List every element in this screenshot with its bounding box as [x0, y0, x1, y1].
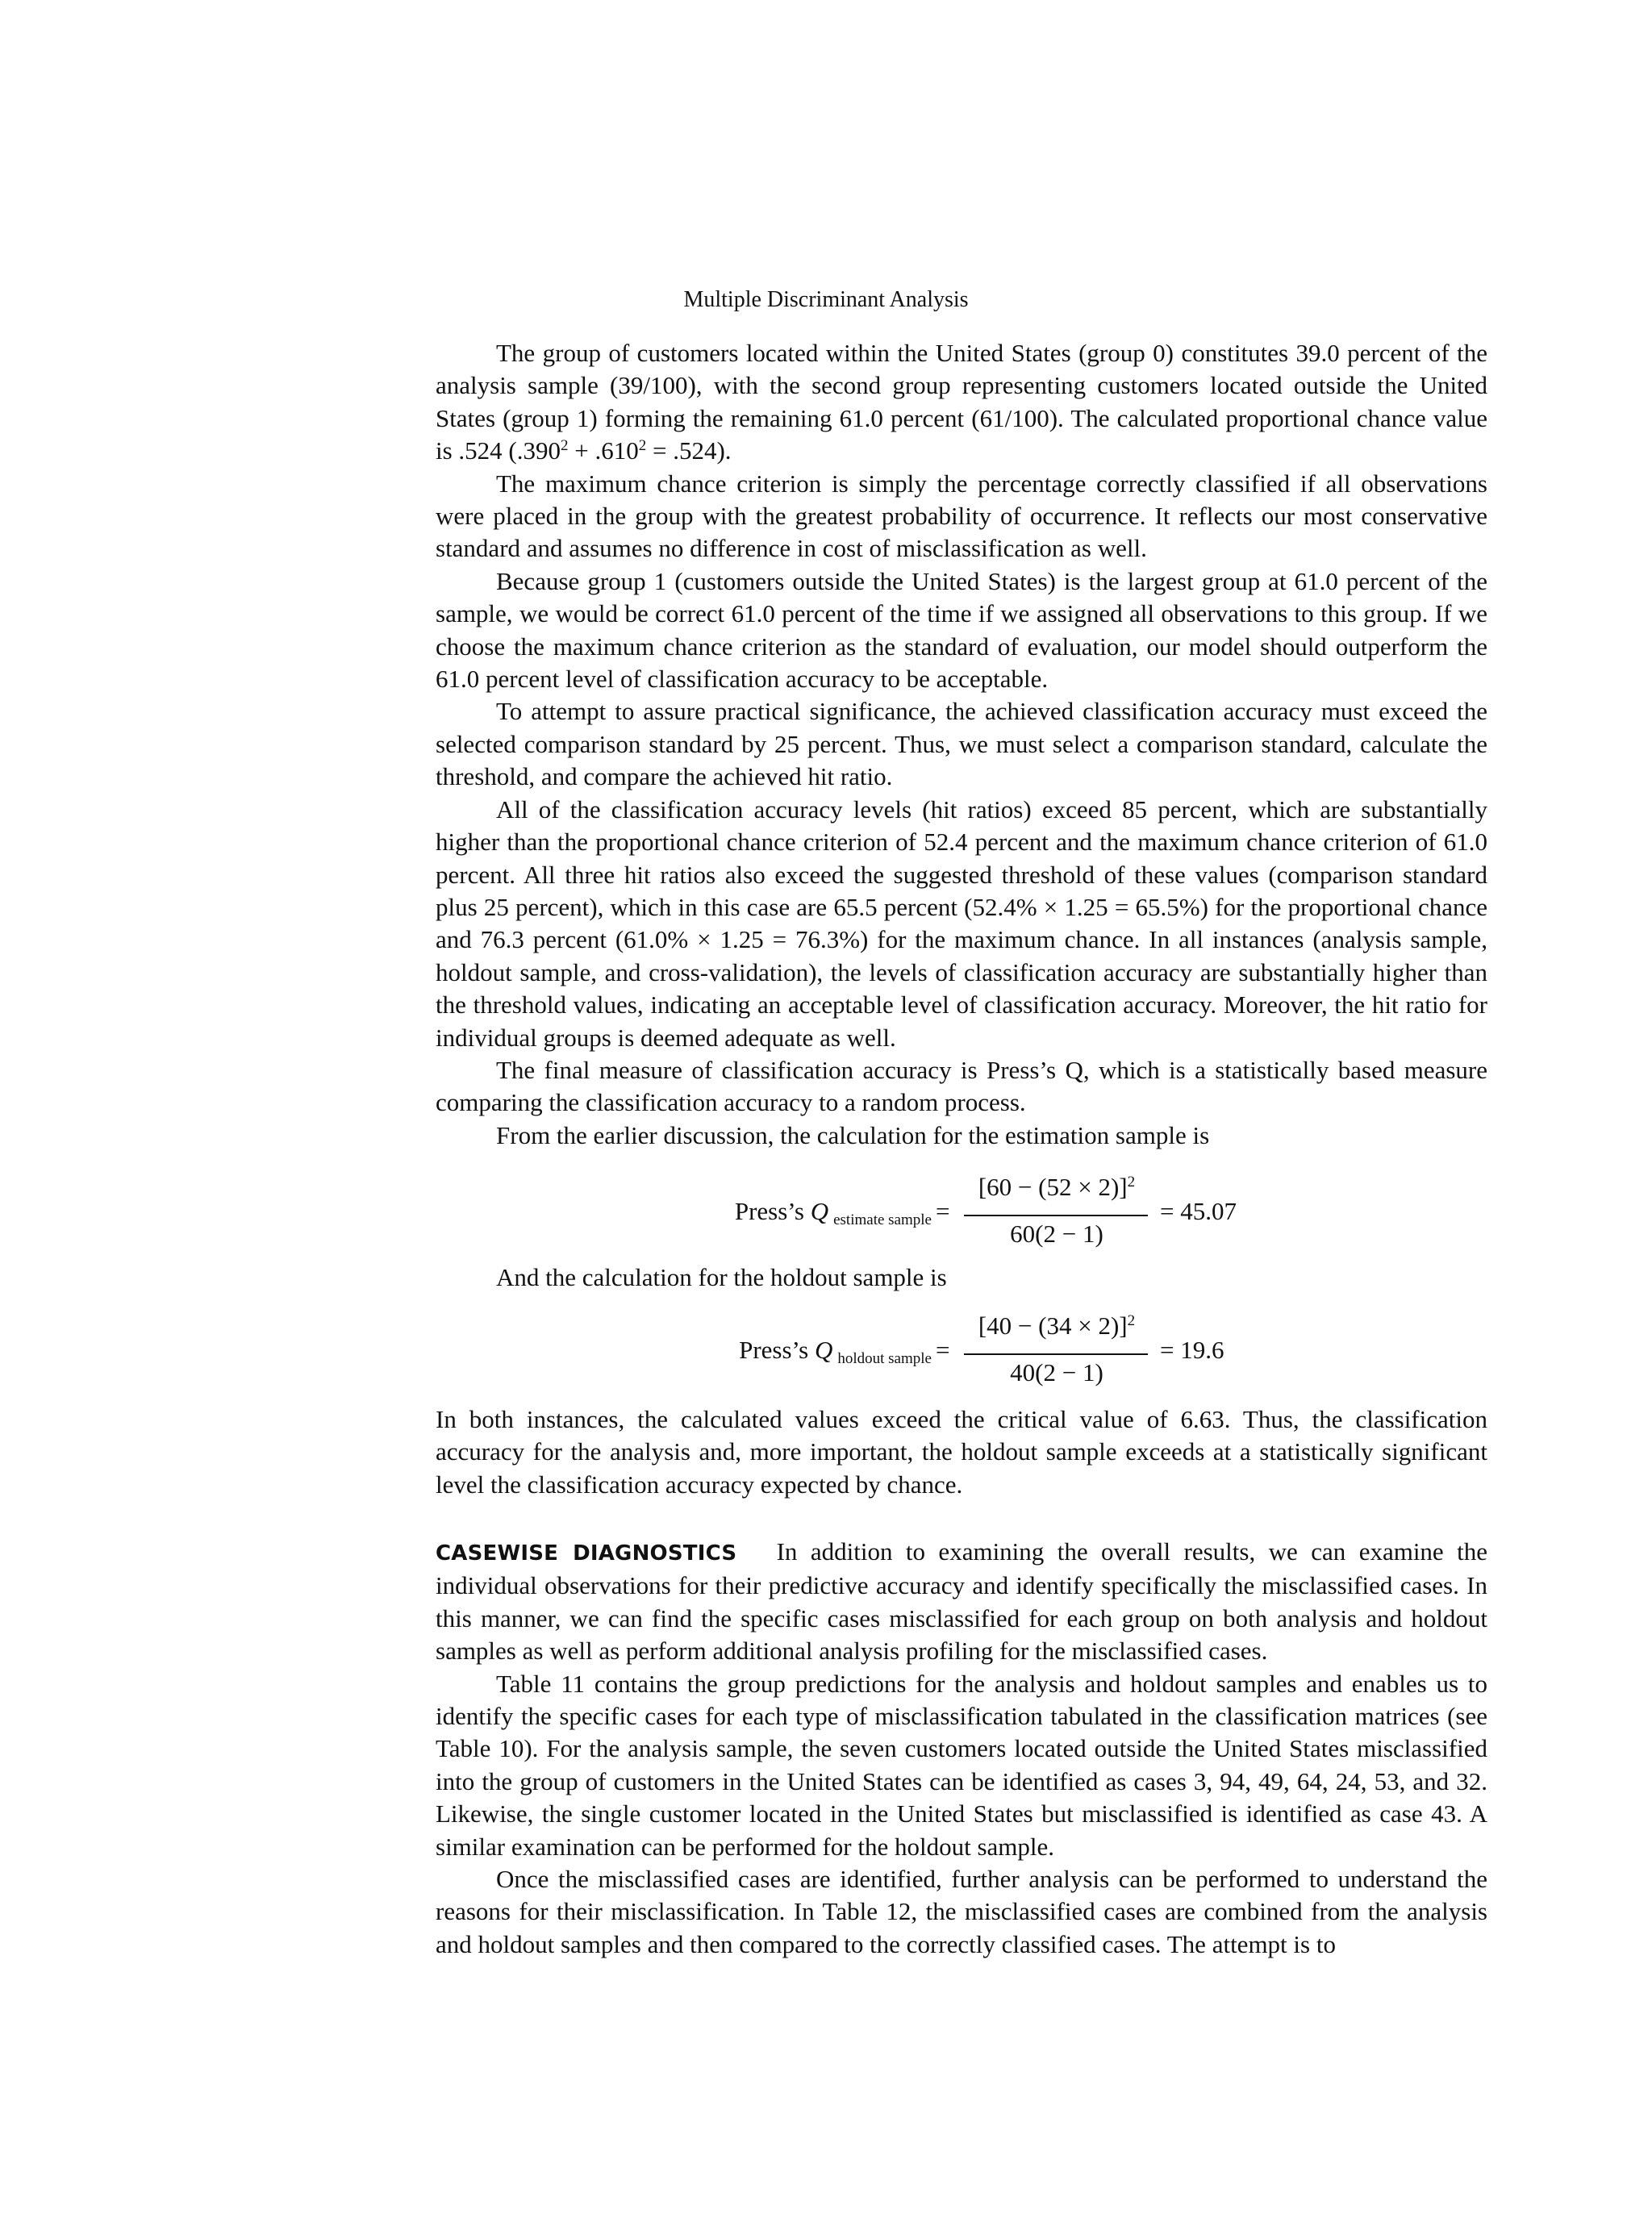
paragraph: The final measure of classification accuracy is Press’s Q, which is a statistically based measure comparing the classification accuracy to a random process.	[436, 1055, 1487, 1117]
paragraph: Once the misclassified cases are identified, further analysis can be performed to understand the reasons for their misclassification. In Table 12, the misclassified cases are combined from the analysis and holdout samples and then compared to the correctly classified cases. The attempt is to	[436, 1865, 1487, 1958]
paragraph: In both instances, the calculated values exceed the critical value of 6.63. Thus, the classification accuracy for the analysis and, more important, the holdout sample exceeds at a statistically significant level the classification accuracy expected by chance.	[436, 1405, 1487, 1499]
paragraph: The maximum chance criterion is simply the percentage correctly classified if all observations were placed in the group with the greatest probability of occurrence. It reflects our most conservative standard and assumes no difference in cost of misclassification as well.	[436, 469, 1487, 563]
equation-numerator: $[40 - (34 \times 2)]^2$	[978, 1311, 1136, 1340]
running-head: Multiple Discriminant Analysis	[683, 287, 969, 312]
body-text-bottom	[436, 1536, 1487, 1961]
fraction-bar	[964, 1353, 1148, 1355]
paragraph: CASEWISE DIAGNOSTICS In addition to examining the overall results, we can examine the individual observations for their predictive accuracy and identify specifically the misclassified cases. In this manner, we can find the specific cases misclassified for each group on both analysis and holdout samples as well as perform additional analysis profiling for the misclassified cases.	[436, 1537, 1488, 1666]
equation-result: = 45.07	[1160, 1197, 1237, 1225]
equation-numerator: $[60 - (52 \times 2)]^2$	[978, 1173, 1136, 1201]
paragraph: Because group 1 (customers outside the United States) is the largest group at 61.0 percent of the sample, we would be correct 61.0 percent of the time if we assigned all observations to this group. If we choose the maximum chance criterion as the standard of evaluation, our model should outperform the 61.0 percent level of classification accuracy to be acceptable.	[436, 566, 1487, 694]
paragraph: From the earlier discussion, the calculation for the estimation sample is	[496, 1120, 1210, 1149]
fraction-bar	[964, 1215, 1148, 1216]
equation-result: = 19.6	[1160, 1336, 1224, 1364]
section-heading: CASEWISE DIAGNOSTICS	[436, 1541, 737, 1566]
equation-lhs: Press’s Q $_{estimate sample}$	[734, 1197, 932, 1228]
paragraph: To attempt to assure practical significance, the achieved classification accuracy must exceed the selected comparison standard by 25 percent. Thus, we must select a comparison standard, calculate the threshold, and compare the achieved hit ratio.	[436, 697, 1487, 791]
paragraph: Table 11 contains the group predictions for the analysis and holdout samples and enables us to identify the specific cases for each type of misclassification tabulated in the classification matrices (see Table 10). For the analysis sample, the seven customers located outside the United States misclassified into the group of customers in the United States can be identified as cases 3, 94, 49, 64, 24, 53, and 32. Likewise, the single customer located in the United States but misclassified is identified as case 43. A similar examination can be performed for the holdout sample.	[436, 1669, 1487, 1861]
paragraph: All of the classification accuracy levels (hit ratios) exceed 85 percent, which are substantially higher than the proportional chance criterion of 52.4 percent and the maximum chance criterion of 61.0 percent. All three hit ratios also exceed the suggested threshold of these values (comparison standard plus 25 percent), which in this case are 65.5 percent (52.4% × 1.25 = 65.5%) for the proportional chance and 76.3 percent (61.0% × 1.25 = 76.3%) for the maximum chance. In all instances (analysis sample, holdout sample, and cross-validation), the levels of classification accuracy are substantially higher than the threshold values, indicating an acceptable level of classification accuracy. Moreover, the hit ratio for individual groups is deemed adequate as well.	[436, 794, 1487, 1052]
body-text-top	[436, 337, 1487, 1152]
body-text-middle	[436, 1403, 1487, 1501]
paragraph: The group of customers located within the United States (group 0) constitutes 39.0 percent of the analysis sample (39/100), with the second group representing customers located outside the United States (group 1) forming the remaining 61.0 percent (61/100). The calculated proportional chance value is .524 $(.390^2 + .610^2 = .524)$.	[436, 339, 1487, 465]
equals-sign: =	[936, 1197, 950, 1225]
equation-denominator: 40(2 − 1)	[1010, 1358, 1103, 1386]
holdout-intro: And the calculation for the holdout sample is	[496, 1263, 947, 1291]
equation-lhs: Press’s Q $_{holdout sample}$	[739, 1336, 932, 1367]
equation-denominator: 60(2 − 1)	[1010, 1220, 1103, 1248]
equals-sign: =	[936, 1336, 950, 1364]
